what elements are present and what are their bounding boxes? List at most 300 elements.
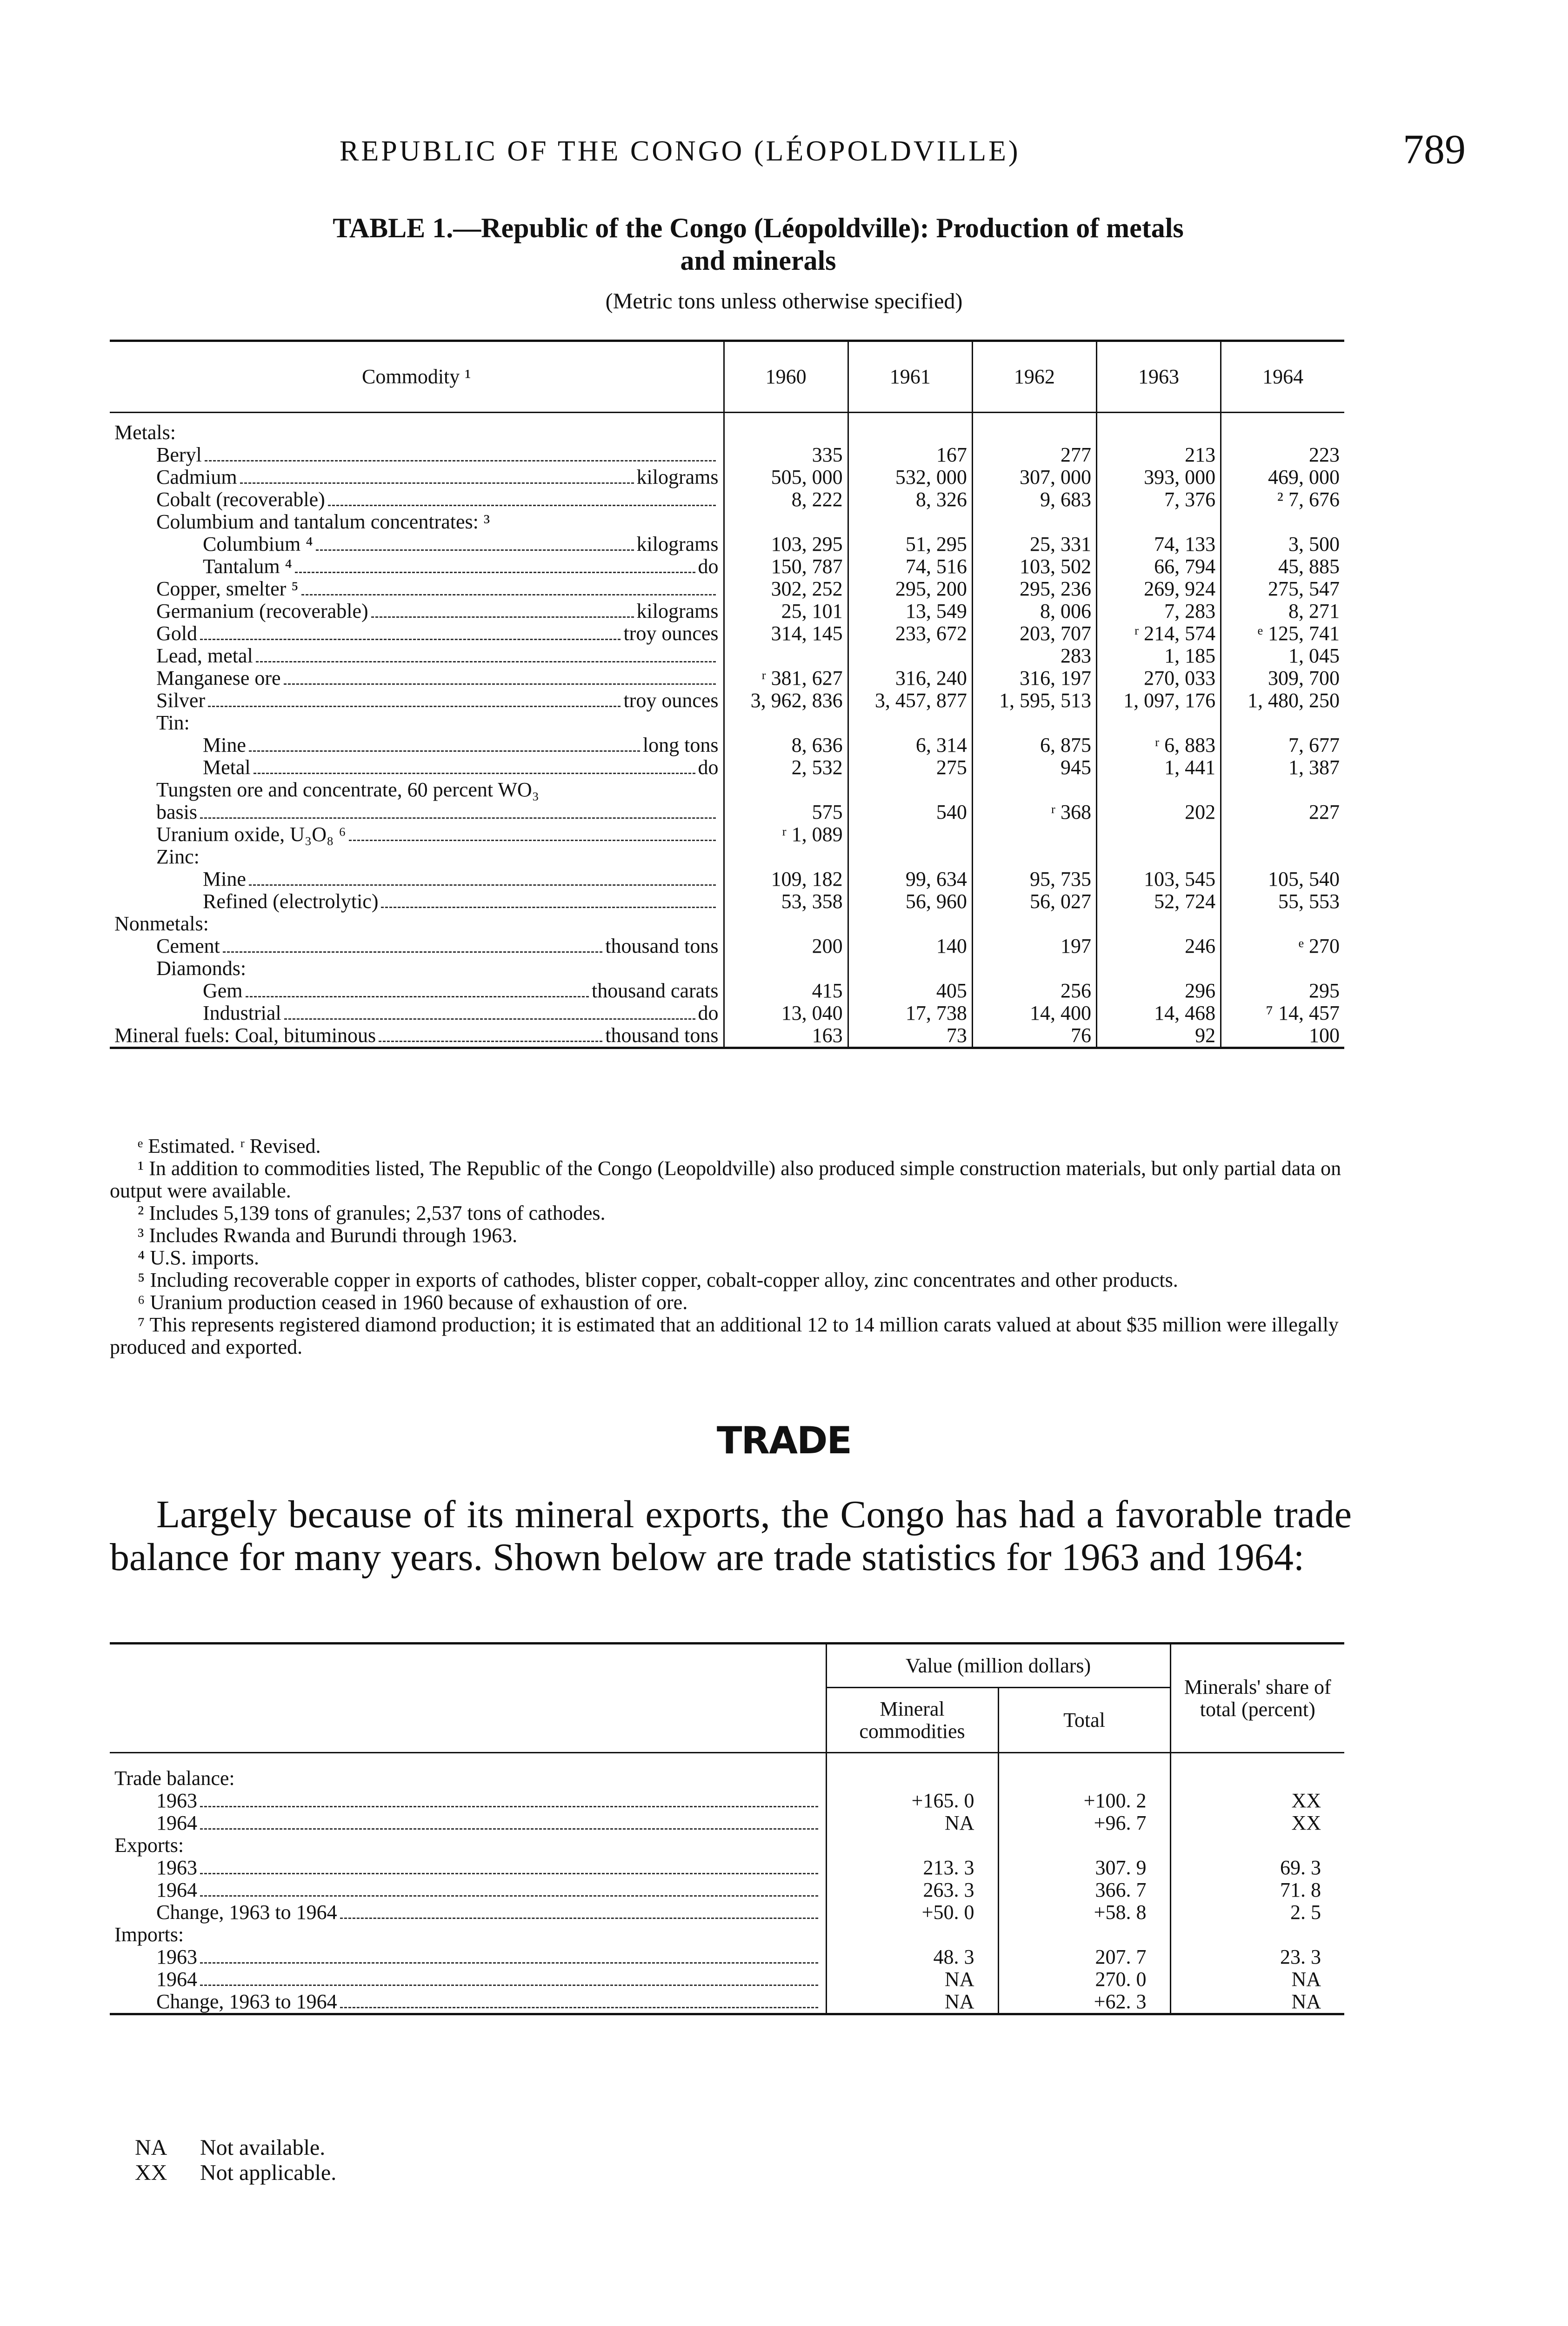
commodity-cell xyxy=(110,823,724,846)
commodity-cell xyxy=(110,957,724,980)
trade-label-cell xyxy=(110,1790,826,1812)
production-table xyxy=(110,340,1344,1049)
value-cell: 202 xyxy=(1096,801,1221,823)
value-cell: 3, 962, 836 xyxy=(724,689,848,712)
value-cell: XX xyxy=(1170,1790,1344,1812)
table-row xyxy=(110,1790,1344,1812)
commodity-label xyxy=(156,957,719,980)
value-cell: 6, 875 xyxy=(972,734,1096,756)
dot-leader xyxy=(205,460,716,461)
dot-leader xyxy=(254,772,695,774)
commodity-name: Tantalum ⁴ xyxy=(203,555,292,578)
commodity-label xyxy=(156,444,719,466)
value-cell: 66, 794 xyxy=(1096,555,1221,578)
value-cell xyxy=(1170,1834,1344,1857)
trade-label-cell xyxy=(110,1901,826,1924)
value-cell: 71. 8 xyxy=(1170,1879,1344,1901)
value-cell xyxy=(848,823,972,846)
value-cell: 295, 200 xyxy=(848,578,972,600)
value-cell: 1, 595, 513 xyxy=(972,689,1096,712)
value-cell: 6, 314 xyxy=(848,734,972,756)
commodity-label xyxy=(156,511,719,533)
value-cell: 233, 672 xyxy=(848,622,972,645)
value-cell: 269, 924 xyxy=(1096,578,1221,600)
value-cell xyxy=(848,712,972,734)
value-cell: 48. 3 xyxy=(826,1946,998,1968)
table-row xyxy=(110,1834,1344,1857)
value-cell xyxy=(1096,823,1221,846)
commodity-unit: do xyxy=(698,756,719,779)
value-cell: 532, 000 xyxy=(848,466,972,488)
dot-leader xyxy=(371,616,634,618)
dot-leader xyxy=(349,839,716,841)
commodity-name: Uranium oxide, U₃O₈ ⁶ xyxy=(156,823,346,846)
trade-label xyxy=(156,1901,821,1924)
commodity-cell xyxy=(110,622,724,645)
value-cell: 3, 500 xyxy=(1221,533,1344,555)
value-cell: 1, 441 xyxy=(1096,756,1221,779)
trade-label-cell xyxy=(110,1946,826,1968)
table1-body xyxy=(110,413,1344,1048)
dot-leader xyxy=(200,1984,818,1986)
value-cell: 25, 101 xyxy=(724,600,848,622)
commodity-cell xyxy=(110,980,724,1002)
commodity-unit: thousand carats xyxy=(592,980,719,1002)
year-header: 1963 xyxy=(1096,341,1221,413)
commodity-name: Gem xyxy=(203,980,243,1002)
dot-leader xyxy=(301,594,716,595)
commodity-label xyxy=(156,935,719,957)
value-cell: 1, 387 xyxy=(1221,756,1344,779)
value-cell: 99, 634 xyxy=(848,868,972,890)
note-text: Not available. xyxy=(200,2135,326,2160)
value-cell: 45, 885 xyxy=(1221,555,1344,578)
commodity-name: Columbium and tantalum concentrates: ³ xyxy=(156,511,490,533)
mineral-header: Mineral commodities xyxy=(826,1688,998,1753)
trade-row-name: Change, 1963 to 1964 xyxy=(156,1901,337,1924)
value-cell: ʳ 214, 574 xyxy=(1096,622,1221,645)
table2-header-row-1 xyxy=(110,1644,1344,1688)
value-cell: 256 xyxy=(972,980,1096,1002)
value-cell xyxy=(998,1834,1170,1857)
value-cell: 25, 331 xyxy=(972,533,1096,555)
commodity-cell xyxy=(110,488,724,511)
commodity-cell xyxy=(110,413,724,444)
dot-leader xyxy=(200,817,716,819)
commodity-name: Nonmetals: xyxy=(114,913,209,935)
table-row xyxy=(110,466,1344,488)
value-cell: 73 xyxy=(848,1024,972,1048)
value-cell xyxy=(724,957,848,980)
table-row xyxy=(110,600,1344,622)
value-cell xyxy=(998,1924,1170,1946)
value-cell: 207. 7 xyxy=(998,1946,1170,1968)
value-cell: XX xyxy=(1170,1812,1344,1834)
commodity-label xyxy=(156,466,719,488)
value-cell xyxy=(724,913,848,935)
trade-label xyxy=(114,1767,821,1790)
value-cell xyxy=(848,645,972,667)
commodity-cell xyxy=(110,511,724,533)
value-cell: 3, 457, 877 xyxy=(848,689,972,712)
value-cell: 296 xyxy=(1096,980,1221,1002)
value-cell: 14, 400 xyxy=(972,1002,1096,1024)
commodity-unit: thousand tons xyxy=(605,935,719,957)
table-row xyxy=(110,846,1344,868)
dot-leader xyxy=(240,482,634,484)
value-cell: ʳ 1, 089 xyxy=(724,823,848,846)
value-cell xyxy=(1221,511,1344,533)
trade-row-name: 1963 xyxy=(156,1856,197,1879)
value-cell xyxy=(1221,846,1344,868)
trade-label-cell xyxy=(110,1968,826,1991)
value-cell: 1, 097, 176 xyxy=(1096,689,1221,712)
commodity-cell xyxy=(110,712,724,734)
commodity-cell xyxy=(110,846,724,868)
table-row xyxy=(110,1946,1344,1968)
value-cell: 393, 000 xyxy=(1096,466,1221,488)
value-cell: 69. 3 xyxy=(1170,1857,1344,1879)
value-cell xyxy=(972,413,1096,444)
commodity-unit: kilograms xyxy=(636,466,719,488)
dot-leader xyxy=(200,638,621,640)
value-cell xyxy=(848,913,972,935)
footnote: ¹ In addition to commodities listed, The Republic of the Congo (Leopoldville) also produced simple construction materials, but only partial data on output were available. xyxy=(110,1157,1341,1202)
value-cell xyxy=(724,413,848,444)
value-cell: 575 xyxy=(724,801,848,823)
value-cell xyxy=(848,957,972,980)
table-row xyxy=(110,488,1344,511)
commodity-label xyxy=(203,980,719,1002)
footnote: ⁶ Uranium production ceased in 1960 because of exhaustion of ore. xyxy=(138,1291,688,1314)
trade-label-cell xyxy=(110,1991,826,2014)
dot-leader xyxy=(340,1917,818,1919)
trade-label xyxy=(156,1991,821,2013)
trade-label-cell xyxy=(110,1879,826,1901)
table-row xyxy=(110,801,1344,823)
dot-leader xyxy=(249,884,716,886)
table-row xyxy=(110,1024,1344,1048)
table1-header-row xyxy=(110,341,1344,413)
year-header: 1962 xyxy=(972,341,1096,413)
value-cell: 307, 000 xyxy=(972,466,1096,488)
value-cell: 945 xyxy=(972,756,1096,779)
value-cell xyxy=(1221,413,1344,444)
value-cell: 314, 145 xyxy=(724,622,848,645)
commodity-name: Cobalt (recoverable) xyxy=(156,488,325,511)
commodity-name: Zinc: xyxy=(156,846,200,868)
value-cell xyxy=(972,511,1096,533)
commodity-name: Beryl xyxy=(156,444,202,466)
value-cell xyxy=(724,511,848,533)
table-row xyxy=(110,1812,1344,1834)
page-number: 789 xyxy=(1403,127,1466,173)
dot-leader xyxy=(200,1805,818,1807)
value-cell xyxy=(1096,511,1221,533)
value-cell: 92 xyxy=(1096,1024,1221,1048)
table-row xyxy=(110,667,1344,689)
dot-leader xyxy=(381,906,715,908)
note-text: Not applicable. xyxy=(200,2160,337,2185)
commodity-name: Tin: xyxy=(156,712,190,734)
table-row xyxy=(110,823,1344,846)
commodity-cell xyxy=(110,444,724,466)
value-cell: 13, 040 xyxy=(724,1002,848,1024)
trade-row-name: Trade balance: xyxy=(114,1767,235,1790)
commodity-cell xyxy=(110,645,724,667)
trade-row-name: 1963 xyxy=(156,1945,197,1968)
commodity-cell xyxy=(110,1024,724,1048)
value-cell: 283 xyxy=(972,645,1096,667)
running-title: REPUBLIC OF THE CONGO (LÉOPOLDVILLE) xyxy=(340,135,1021,167)
value-cell: 415 xyxy=(724,980,848,1002)
value-cell xyxy=(1096,712,1221,734)
trade-row-name: Imports: xyxy=(114,1923,184,1946)
table-row xyxy=(110,890,1344,913)
value-cell: 13, 549 xyxy=(848,600,972,622)
dot-leader xyxy=(249,750,640,752)
dot-leader xyxy=(340,2006,818,2008)
value-cell: 263. 3 xyxy=(826,1879,998,1901)
dot-leader xyxy=(246,996,589,997)
trade-label-cell xyxy=(110,1924,826,1946)
table2-stub-header xyxy=(110,1644,826,1753)
value-cell: +50. 0 xyxy=(826,1901,998,1924)
note-key: XX xyxy=(135,2160,167,2185)
value-cell: 150, 787 xyxy=(724,555,848,578)
value-cell: 307. 9 xyxy=(998,1857,1170,1879)
value-cell xyxy=(848,779,972,801)
value-cell: ʳ 368 xyxy=(972,801,1096,823)
value-cell: 505, 000 xyxy=(724,466,848,488)
commodity-cell xyxy=(110,756,724,779)
trade-table-notes xyxy=(135,2135,336,2186)
value-cell: NA xyxy=(826,1812,998,1834)
value-cell: 316, 240 xyxy=(848,667,972,689)
table-row xyxy=(110,1968,1344,1991)
table-row xyxy=(110,1901,1344,1924)
value-group-header: Value (million dollars) xyxy=(826,1644,1170,1688)
table-row xyxy=(110,1857,1344,1879)
value-cell xyxy=(972,712,1096,734)
year-header: 1964 xyxy=(1221,341,1344,413)
value-cell: 469, 000 xyxy=(1221,466,1344,488)
value-cell: 200 xyxy=(724,935,848,957)
commodity-name: Cement xyxy=(156,935,220,957)
commodity-label xyxy=(203,533,719,555)
table-row xyxy=(110,533,1344,555)
commodity-name: Industrial xyxy=(203,1002,281,1024)
value-cell: 309, 700 xyxy=(1221,667,1344,689)
trade-row-name: 1963 xyxy=(156,1789,197,1812)
value-cell: NA xyxy=(1170,1968,1344,1991)
commodity-label xyxy=(156,600,719,622)
value-cell: 2, 532 xyxy=(724,756,848,779)
footnote: ⁵ Including recoverable copper in exports of cathodes, blister copper, cobalt-copper alloy, zinc concentrates and other products. xyxy=(138,1269,1178,1291)
value-cell: 8, 222 xyxy=(724,488,848,511)
table-row xyxy=(110,1991,1344,2014)
value-cell xyxy=(1096,846,1221,868)
commodity-label xyxy=(156,578,719,600)
value-cell: 7, 283 xyxy=(1096,600,1221,622)
value-cell xyxy=(848,413,972,444)
commodity-cell xyxy=(110,667,724,689)
trade-label xyxy=(114,1834,821,1857)
trade-label-cell xyxy=(110,1857,826,1879)
trade-heading: TRADE xyxy=(716,1419,852,1462)
trade-row-name: Exports: xyxy=(114,1834,184,1857)
footnote: ⁷ This represents registered diamond production; it is estimated that an additional 12 to 14 million carats valued at about $35 million were illegally produced and exported. xyxy=(110,1313,1339,1358)
table1-caption-line2: and minerals xyxy=(680,245,836,276)
value-cell: 7, 376 xyxy=(1096,488,1221,511)
commodity-label xyxy=(156,712,719,734)
value-cell xyxy=(1170,1924,1344,1946)
value-cell xyxy=(1170,1753,1344,1790)
value-cell: 275 xyxy=(848,756,972,779)
table-row xyxy=(110,1879,1344,1901)
footnote: ² Includes 5,139 tons of granules; 2,537 tons of cathodes. xyxy=(138,1202,606,1224)
dot-leader xyxy=(328,504,716,506)
dot-leader xyxy=(284,1018,695,1020)
value-cell: +165. 0 xyxy=(826,1790,998,1812)
commodity-label xyxy=(156,823,719,846)
commodity-cell xyxy=(110,779,724,801)
table1-footnotes xyxy=(110,1135,1347,1358)
trade-row-name: 1964 xyxy=(156,1968,197,1991)
commodity-cell xyxy=(110,466,724,488)
commodity-label xyxy=(156,645,719,667)
value-cell xyxy=(1221,823,1344,846)
value-cell: 295 xyxy=(1221,980,1344,1002)
table-row xyxy=(110,980,1344,1002)
value-cell xyxy=(826,1834,998,1857)
commodity-cell xyxy=(110,533,724,555)
trade-label xyxy=(156,1812,821,1834)
year-header: 1961 xyxy=(848,341,972,413)
commodity-cell xyxy=(110,578,724,600)
commodity-unit: do xyxy=(698,1002,719,1024)
commodity-name: Germanium (recoverable) xyxy=(156,600,368,622)
commodity-cell xyxy=(110,600,724,622)
value-cell: 197 xyxy=(972,935,1096,957)
value-cell: ² 7, 676 xyxy=(1221,488,1344,511)
value-cell: 2. 5 xyxy=(1170,1901,1344,1924)
value-cell xyxy=(724,846,848,868)
footnote: ³ Includes Rwanda and Burundi through 1963. xyxy=(138,1224,518,1247)
value-cell: 1, 480, 250 xyxy=(1221,689,1344,712)
commodity-name: Copper, smelter ⁵ xyxy=(156,578,299,600)
table-row xyxy=(110,712,1344,734)
table1-units-note: (Metric tons unless otherwise specified) xyxy=(605,289,963,314)
value-cell: 8, 636 xyxy=(724,734,848,756)
value-cell: 316, 197 xyxy=(972,667,1096,689)
commodity-label xyxy=(156,622,719,645)
value-cell xyxy=(1221,712,1344,734)
value-cell: 540 xyxy=(848,801,972,823)
trade-row-name: 1964 xyxy=(156,1811,197,1834)
commodity-label xyxy=(203,868,719,890)
value-cell: 103, 545 xyxy=(1096,868,1221,890)
table-row xyxy=(110,779,1344,801)
footnote: ⁴ U.S. imports. xyxy=(138,1246,260,1269)
commodity-label xyxy=(156,689,719,712)
commodity-label xyxy=(156,488,719,511)
trade-label-cell xyxy=(110,1834,826,1857)
trade-label xyxy=(156,1857,821,1879)
commodity-name: basis xyxy=(156,801,197,823)
value-cell: 203, 707 xyxy=(972,622,1096,645)
commodity-unit: kilograms xyxy=(636,533,719,555)
value-cell: ʳ 381, 627 xyxy=(724,667,848,689)
commodity-name: Mineral fuels: Coal, bituminous xyxy=(114,1024,376,1047)
value-cell: 95, 735 xyxy=(972,868,1096,890)
value-cell xyxy=(1221,957,1344,980)
value-cell xyxy=(972,823,1096,846)
value-cell: +58. 8 xyxy=(998,1901,1170,1924)
trade-label-cell xyxy=(110,1812,826,1834)
value-cell xyxy=(724,779,848,801)
dot-leader xyxy=(208,705,621,707)
commodity-unit: thousand tons xyxy=(605,1024,719,1047)
table-row xyxy=(110,444,1344,466)
commodity-name: Silver xyxy=(156,689,206,712)
table-row xyxy=(110,511,1344,533)
value-cell: 8, 006 xyxy=(972,600,1096,622)
value-cell: 335 xyxy=(724,444,848,466)
value-cell: +100. 2 xyxy=(998,1790,1170,1812)
value-cell: 366. 7 xyxy=(998,1879,1170,1901)
trade-label xyxy=(156,1879,821,1901)
value-cell: 51, 295 xyxy=(848,533,972,555)
trade-paragraph: Largely because of its mineral exports, the Congo has had a favorable trade balance for many years. Shown below are trade statistics for 1963 and 1964: xyxy=(110,1493,1352,1579)
table2-body xyxy=(110,1753,1344,2014)
commodity-label xyxy=(114,913,719,935)
trade-label xyxy=(114,1924,821,1946)
value-cell: 9, 683 xyxy=(972,488,1096,511)
commodity-name: Tungsten ore and concentrate, 60 percent WO₃ xyxy=(156,779,539,801)
value-cell: ᵉ 125, 741 xyxy=(1221,622,1344,645)
table1-caption-line1: TABLE 1.—Republic of the Congo (Léopoldville): Production of metals xyxy=(333,213,1184,243)
commodity-unit: do xyxy=(698,555,719,578)
value-cell xyxy=(1221,779,1344,801)
value-cell: +62. 3 xyxy=(998,1991,1170,2014)
value-cell: +96. 7 xyxy=(998,1812,1170,1834)
trade-label xyxy=(156,1968,821,1991)
value-cell xyxy=(848,511,972,533)
value-cell: 76 xyxy=(972,1024,1096,1048)
table-row xyxy=(110,645,1344,667)
value-cell: 103, 295 xyxy=(724,533,848,555)
commodity-label xyxy=(156,779,719,801)
commodity-cell xyxy=(110,868,724,890)
commodity-unit: kilograms xyxy=(636,600,719,622)
total-header: Total xyxy=(998,1688,1170,1753)
table-row xyxy=(110,756,1344,779)
value-cell: 405 xyxy=(848,980,972,1002)
value-cell xyxy=(1221,913,1344,935)
trade-table xyxy=(110,1642,1344,2015)
trade-label xyxy=(156,1946,821,1968)
value-cell xyxy=(1096,779,1221,801)
value-cell: 167 xyxy=(848,444,972,466)
value-cell: 55, 553 xyxy=(1221,890,1344,913)
table-row xyxy=(110,1924,1344,1946)
value-cell: 277 xyxy=(972,444,1096,466)
value-cell: 14, 468 xyxy=(1096,1002,1221,1024)
trade-label-cell xyxy=(110,1753,826,1790)
value-cell xyxy=(724,712,848,734)
commodity-cell xyxy=(110,689,724,712)
